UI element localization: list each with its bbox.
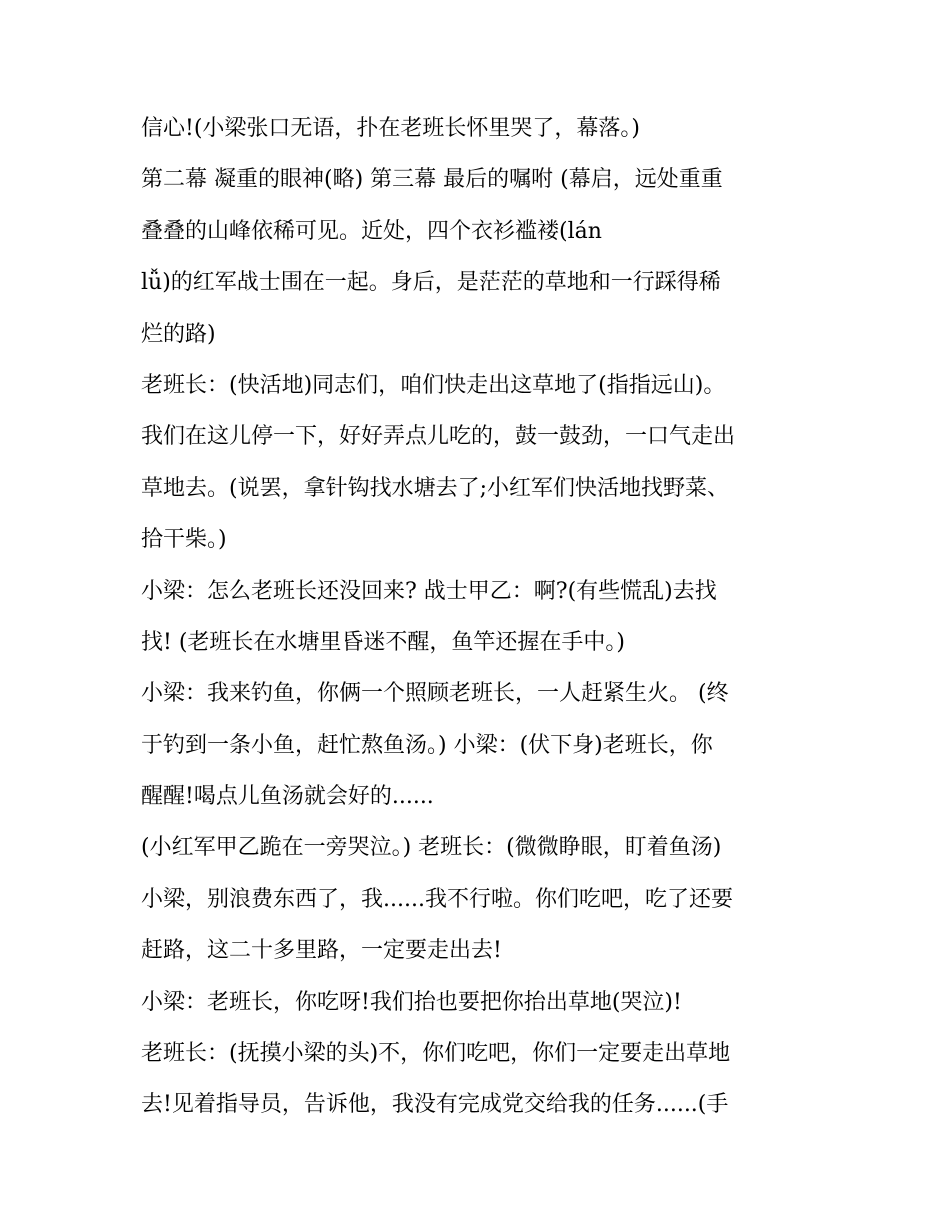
text-line: 草地去。(说罢，拿针钩找水塘去了;小红军们快活地找野菜、	[141, 475, 729, 501]
text-line: 赶路，这二十多里路，一定要走出去!	[141, 938, 502, 964]
text-line: 叠叠的山峰依稀可见。近处，四个衣衫褴褛(lán	[141, 218, 602, 244]
text-line: lǚ)的红军战士围在一起。身后，是茫茫的草地和一行踩得稀	[141, 270, 721, 296]
text-line: 小梁：老班长，你吃呀!我们抬也要把你抬出草地(哭泣)!	[141, 989, 682, 1015]
text-line: 小梁：怎么老班长还没回来? 战士甲乙：啊?(有些慌乱)去找	[141, 578, 717, 604]
text-line: 第二幕 凝重的眼神(略) 第三幕 最后的嘱咐 (幕启，远处重重	[141, 167, 723, 193]
text-line: 拾干柴。)	[141, 527, 227, 553]
text-line: 老班长：(抚摸小梁的头)不，你们吃吧，你们一定要走出草地	[141, 1041, 731, 1067]
text-line: 小梁：我来钓鱼，你俩一个照顾老班长，一人赶紧生火。 (终	[141, 681, 729, 707]
text-line: (小红军甲乙跪在一旁哭泣。) 老班长：(微微睁眼，盯着鱼汤)	[141, 835, 722, 861]
text-line: 烂的路)	[141, 321, 216, 347]
text-line: 找! (老班长在水塘里昏迷不醒，鱼竿还握在手中。)	[141, 629, 626, 655]
text-line: 醒醒!喝点儿鱼汤就会好的......	[141, 784, 434, 810]
text-line: 于钓到一条小鱼，赶忙熬鱼汤。) 小梁：(伏下身)老班长，你	[141, 732, 713, 758]
text-line: 老班长：(快活地)同志们，咱们快走出这草地了(指指远山)。	[141, 372, 726, 398]
text-line: 我们在这儿停一下，好好弄点儿吃的，鼓一鼓劲，一口气走出	[141, 424, 736, 450]
document-body	[141, 108, 821, 1136]
text-line: 去!见着指导员，告诉他，我没有完成党交给我的任务......(手	[141, 1092, 729, 1118]
text-line: 信心!(小梁张口无语，扑在老班长怀里哭了，幕落。)	[141, 116, 641, 141]
text-line: 小梁，别浪费东西了，我......我不行啦。你们吃吧，吃了还要	[141, 886, 733, 912]
